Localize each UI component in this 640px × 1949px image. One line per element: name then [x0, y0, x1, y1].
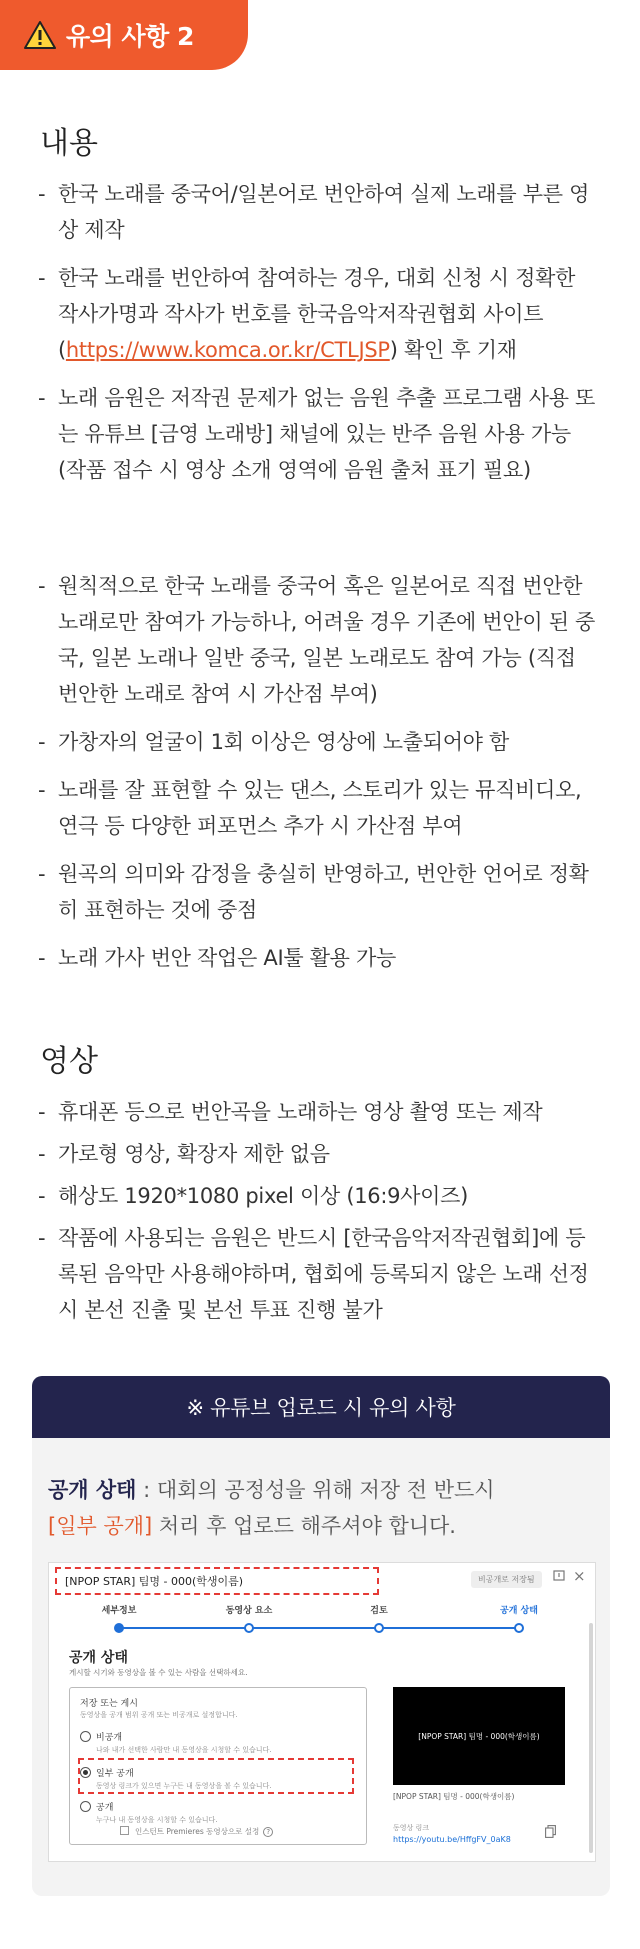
video-section-title: 영상 [40, 1044, 98, 1079]
step-visibility[interactable]: 공개 상태 [479, 1603, 559, 1633]
upload-stepper [99, 1603, 539, 1637]
video-caption: [NPOP STAR] 팀명 - 000(학생이름) [393, 1792, 515, 1801]
youtube-notice-header: ※ 유튜브 업로드 시 유의 사항 [32, 1376, 610, 1438]
video-thumbnail: [NPOP STAR] 팀명 - 000(학생이름) [393, 1687, 565, 1785]
list-item: - 작품에 사용되는 음원은 반드시 [한국음악저작권협회]에 등록된 음악만 사용해야하며, 협회에 등록되지 않은 노래 선정 시 본선 진출 및 본선 투표 진행 불가 [38, 1226, 589, 1322]
scrollbar[interactable] [589, 1623, 593, 1853]
video-title-field[interactable]: [NPOP STAR] 팀명 - 000(학생이름) [55, 1567, 379, 1595]
visibility-options-panel: 저장 또는 게시 동영상을 공개 범위 공개 또는 비공개로 설정합니다. 비공개 나와 내가 선택한 사람만 내 동영상을 시청할 수 있습니다. 일부 공개 동영상 링크가 있으면 누구든 내 동영상을 볼 수 있습니다. 공개 누구나 내 동영상을 시청할 수 있습니다. 인스턴트 Premieres 동영상으로 설정 ? [69, 1687, 367, 1845]
list-item: - 한국 노래를 중국어/일본어로 번안하여 실제 노래를 부른 영상 제작 [38, 182, 590, 242]
radio-unlisted[interactable] [80, 1767, 91, 1778]
step-review[interactable]: 검토 [339, 1603, 419, 1633]
close-icon[interactable]: × [573, 1567, 586, 1585]
step-details[interactable]: 세부정보 [79, 1603, 159, 1633]
list-item: - 가로형 영상, 확장자 제한 없음 [38, 1142, 330, 1166]
premiere-checkbox-row[interactable]: 인스턴트 Premieres 동영상으로 설정 ? [120, 1826, 273, 1837]
content-section-title: 내용 [40, 126, 98, 161]
visibility-subtitle: 게시할 시기와 동영상을 볼 수 있는 사람을 선택하세요. [69, 1668, 248, 1677]
premiere-checkbox[interactable] [120, 1826, 129, 1835]
visibility-title: 공개 상태 [69, 1650, 128, 1666]
option-unlisted[interactable]: 일부 공개 동영상 링크가 있으면 누구든 내 동영상을 볼 수 있습니다. [96, 1766, 272, 1791]
youtube-notice-box [32, 1376, 610, 1896]
list-item: - 해상도 1920*1080 pixel 이상 (16:9사이즈) [38, 1184, 469, 1208]
copy-icon[interactable] [545, 1825, 556, 1838]
feedback-icon[interactable] [553, 1570, 565, 1584]
warning-icon [24, 20, 56, 50]
komca-link[interactable]: https://www.komca.or.kr/CTLJSP [65, 338, 390, 362]
step-video-elements[interactable]: 동영상 요소 [209, 1603, 289, 1633]
list-item: - 노래를 잘 표현할 수 있는 댄스, 스토리가 있는 뮤직비디오, 연극 등 다양한 퍼포먼스 추가 시 가산점 부여 [38, 778, 582, 838]
list-item: - 노래 가사 번안 작업은 AI툴 활용 가능 [38, 946, 397, 970]
radio-public[interactable] [80, 1801, 91, 1812]
youtube-upload-screenshot [48, 1562, 596, 1862]
list-item: - 한국 노래를 번안하여 참여하는 경우, 대회 신청 시 정확한 작사가명과 작사가 번호를 한국음악저작권협회 사이트 (https://www.komca.or.kr/CTLJSP) 확인 후 기재 [38, 266, 576, 362]
help-icon[interactable]: ? [263, 1827, 273, 1837]
list-item: - 원곡의 의미와 감정을 충실히 반영하고, 번안한 언어로 정확히 표현하는 것에 중점 [38, 862, 589, 922]
video-link-label: 동영상 링크 [393, 1824, 430, 1832]
content-list-2 [38, 568, 598, 976]
content-list [38, 176, 598, 488]
list-item: - 휴대폰 등으로 번안곡을 노래하는 영상 촬영 또는 제작 [38, 1100, 543, 1124]
youtube-notice-description: 공개 상태 : 대회의 공정성을 위해 저장 전 반드시 [일부 공개] 처리 후 업로드 해주셔야 합니다. [48, 1478, 495, 1538]
badge-title: 유의 사항 2 [66, 22, 194, 51]
list-item: - 노래 음원은 저작권 문제가 없는 음원 추출 프로그램 사용 또는 유튜브 [금영 노래방] 채널에 있는 반주 음원 사용 가능 (작품 접수 시 영상 소개 영역에 음원 출처 표기 필요) [38, 386, 596, 482]
save-status-button[interactable]: 비공개로 저장됨 [471, 1571, 542, 1588]
list-item: - 원칙적으로 한국 노래를 중국어 혹은 일본어로 직접 번안한 노래로만 참여가 가능하나, 어려울 경우 기존에 번안이 된 중국, 일본 노래나 일반 중국, 일본 노래로도 참여 가능 (직접 번안한 노래로 참여 시 가산점 부여) [38, 574, 596, 706]
option-public[interactable]: 공개 누구나 내 동영상을 시청할 수 있습니다. [96, 1800, 218, 1825]
video-link[interactable]: https://youtu.be/HffgFV_0aK8 [393, 1835, 511, 1844]
option-private[interactable]: 비공개 나와 내가 선택한 사람만 내 동영상을 시청할 수 있습니다. [96, 1730, 272, 1755]
video-list [38, 1094, 598, 1328]
list-item: - 가창자의 얼굴이 1회 이상은 영상에 노출되어야 함 [38, 730, 510, 754]
warning-badge [0, 0, 248, 70]
radio-private[interactable] [80, 1731, 91, 1742]
